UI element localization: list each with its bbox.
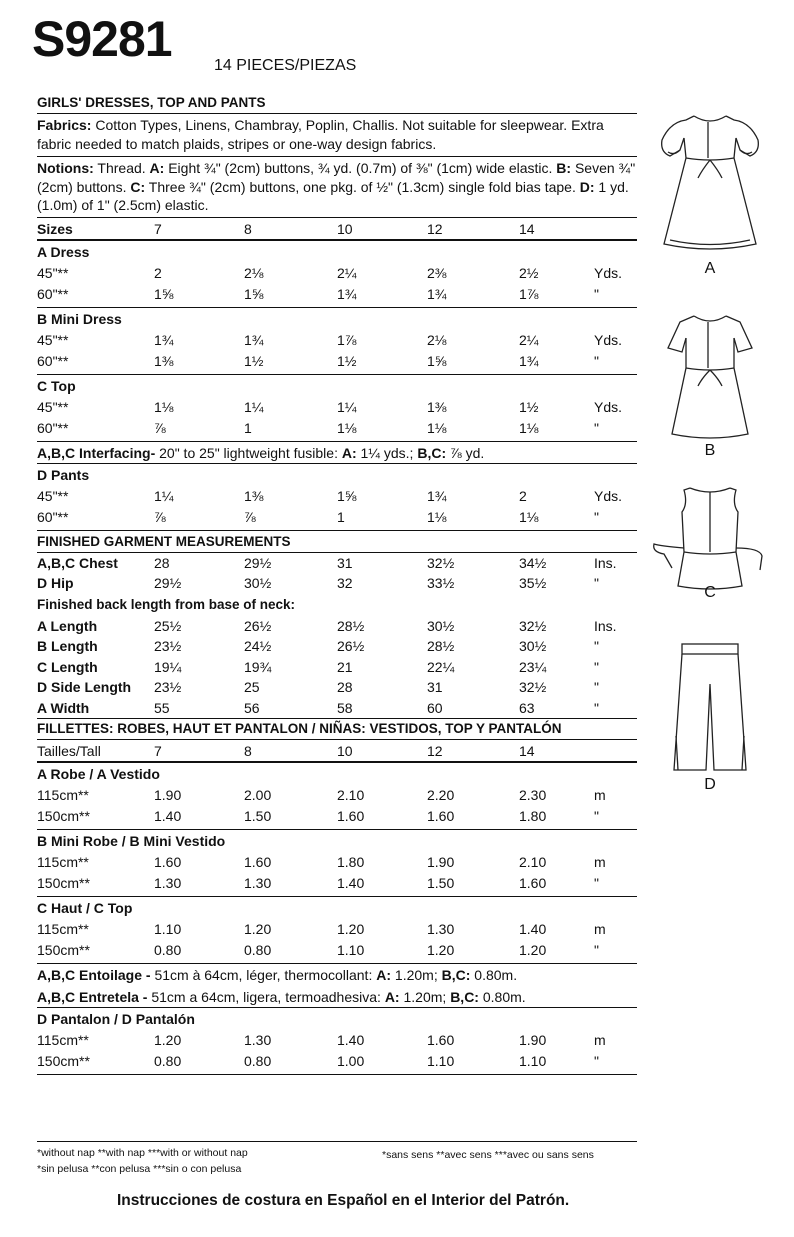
row-value: 2.10 <box>337 787 365 803</box>
pattern-number: S9281 <box>32 11 172 67</box>
entoilage-label: A,B,C Entoilage - <box>37 967 155 983</box>
figure-label-d: D <box>704 776 716 793</box>
row-value: 0.80 <box>154 942 182 958</box>
row-value: 23½ <box>154 638 182 654</box>
entretela-a-value: 1.20m; <box>399 989 451 1005</box>
pants-group <box>37 464 637 531</box>
sizes-label: Sizes <box>37 220 73 237</box>
row-value: 32½ <box>519 679 547 695</box>
row-value: 1¼ <box>337 398 357 415</box>
row-value: 2⅜ <box>427 264 447 281</box>
row-value: 1.30 <box>427 921 455 937</box>
row-value: 29½ <box>154 575 182 591</box>
row-value: ⅞ <box>244 508 256 525</box>
row-value: ⅞ <box>154 419 166 436</box>
group-heading: A Robe / A Vestido <box>37 766 160 782</box>
row-value: 1¼ <box>154 487 174 504</box>
row-value: 2 <box>154 264 162 281</box>
intl-sizes-row <box>37 740 637 763</box>
notions-b-label: B: <box>556 160 572 176</box>
row-unit: " <box>594 942 599 958</box>
row-value: 1.90 <box>154 787 182 803</box>
row-value: 32½ <box>519 617 547 634</box>
table-row <box>37 873 637 894</box>
row-value: 1¾ <box>337 285 357 302</box>
finished-rows-2 <box>37 616 637 719</box>
row-unit: Ins. <box>594 617 617 634</box>
garment-title: GIRLS' DRESSES, TOP AND PANTS <box>37 94 637 114</box>
fabrics-text: Cotton Types, Linens, Chambray, Poplin, Challis. Not suitable for sleepwear. Extra fabric needed to match plaids, stripes or one-way design fabrics. <box>37 117 604 152</box>
row-value: 1¾ <box>154 331 174 348</box>
row-label: 150cm** <box>37 1053 90 1069</box>
row-unit: Yds. <box>594 264 623 281</box>
table-row <box>37 418 637 439</box>
row-value: 1⅛ <box>519 419 539 436</box>
row-value: 1⅛ <box>337 419 357 436</box>
row-value: 1 <box>337 508 345 525</box>
row-unit: " <box>594 875 599 891</box>
row-value: 1¾ <box>427 487 447 504</box>
row-value: 30½ <box>244 575 272 591</box>
row-unit: " <box>594 658 599 675</box>
table-row <box>37 507 637 528</box>
entoilage-a-label: A: <box>376 967 392 983</box>
row-value: 1.60 <box>244 854 272 870</box>
sizes-row <box>37 218 637 241</box>
row-value: 31 <box>427 679 443 695</box>
row-value: 31 <box>337 554 353 571</box>
row-value: 1¾ <box>427 285 447 302</box>
row-value: 1.60 <box>427 808 455 824</box>
size-value: 10 <box>337 220 353 237</box>
entretela-bc-value: 0.80m. <box>478 989 526 1005</box>
row-unit: m <box>594 787 606 803</box>
row-label: 60"** <box>37 419 69 436</box>
table-row <box>37 785 637 806</box>
size-value: 7 <box>154 743 162 759</box>
row-value: 0.80 <box>154 1053 182 1069</box>
fabrics-section <box>37 114 637 157</box>
table-row <box>37 1051 637 1072</box>
row-label: C Length <box>37 658 98 675</box>
row-value: 1.10 <box>154 921 182 937</box>
row-value: 19¼ <box>154 658 182 675</box>
row-unit: " <box>594 679 599 695</box>
row-label: 150cm** <box>37 808 90 824</box>
table-row <box>37 397 637 418</box>
figure-label-b: B <box>704 442 716 459</box>
entretela-a-label: A: <box>384 989 400 1005</box>
row-value: 22¼ <box>427 658 455 675</box>
row-label: 150cm** <box>37 875 90 891</box>
notions-c-text: Three ¾" (2cm) buttons, one pkg. of ½" (1.3cm) single fold bias tape. <box>145 178 580 195</box>
row-value: 26½ <box>337 638 365 654</box>
row-value: 1⅝ <box>154 285 174 302</box>
entretela-text: 51cm a 64cm, ligera, termoadhesiva: <box>151 989 385 1005</box>
row-label: 45"** <box>37 264 69 281</box>
row-label: 60"** <box>37 508 69 525</box>
row-value: 1⅛ <box>154 398 174 415</box>
row-value: 21 <box>337 658 353 675</box>
row-value: 1.80 <box>337 854 365 870</box>
row-value: 1½ <box>244 352 264 369</box>
row-value: 1.80 <box>519 808 547 824</box>
table-row <box>37 677 637 698</box>
row-value: 33½ <box>427 575 455 591</box>
footnote-es: *sin pelusa **con pelusa ***sin o con pelusa <box>37 1163 242 1175</box>
row-label: 45"** <box>37 331 69 348</box>
finished-measurements-title: FINISHED GARMENT MEASUREMENTS <box>37 533 637 553</box>
row-value: 1.20 <box>337 921 365 937</box>
row-value: 1.40 <box>154 808 182 824</box>
entoilage-a-value: 1.20m; <box>391 967 442 983</box>
row-value: 1⅜ <box>244 487 264 504</box>
top-c-illustration <box>650 482 770 597</box>
row-value: 1.40 <box>337 875 365 891</box>
row-value: 28 <box>154 554 170 571</box>
notions-d-text: 1 yd. (1.0m) of 1" (2.5cm) elastic. <box>37 178 629 213</box>
row-value: 1.50 <box>244 808 272 824</box>
notions-c-label: C: <box>130 178 146 195</box>
notions-a-label: A: <box>149 160 165 176</box>
row-value: 1.00 <box>337 1053 365 1069</box>
row-value: 24½ <box>244 638 272 654</box>
row-value: 1¼ <box>244 398 264 415</box>
row-label: A Length <box>37 617 98 634</box>
pattern-info <box>37 94 637 1075</box>
row-value: 55 <box>154 699 170 716</box>
row-label: 60"** <box>37 285 69 302</box>
footnote-en: *without nap **with nap ***with or without nap <box>37 1147 248 1159</box>
row-value: 2.20 <box>427 787 455 803</box>
footnotes <box>37 1141 637 1175</box>
group-heading: A Dress <box>37 243 90 260</box>
finished-rows-1 <box>37 553 637 594</box>
entoilage-bc-label: B,C: <box>441 967 471 983</box>
row-label: D Side Length <box>37 679 132 695</box>
row-value: 1.20 <box>244 921 272 937</box>
table-row <box>37 657 637 678</box>
size-value: 12 <box>427 220 443 237</box>
intl-sizes-label: Tailles/Tall <box>37 743 101 759</box>
notions-d-label: D: <box>579 178 595 195</box>
interfacing-a-value: 1¼ yds.; <box>356 444 418 461</box>
row-value: 60 <box>427 699 443 716</box>
row-value: 32 <box>337 575 353 591</box>
row-unit: Ins. <box>594 554 617 571</box>
spanish-instructions-note: Instrucciones de costura en Español en el Interior del Patrón. <box>117 1192 570 1209</box>
notions-b-text: Seven ¾" (2cm) buttons. <box>37 160 636 195</box>
row-value: 1.30 <box>244 1032 272 1048</box>
row-unit: Yds. <box>594 331 623 348</box>
table-row <box>37 330 637 351</box>
row-unit: m <box>594 854 606 870</box>
footnote-fr: *sans sens **avec sens ***avec ou sans sens <box>382 1149 594 1161</box>
row-value: 1.20 <box>154 1032 182 1048</box>
row-value: 25½ <box>154 617 182 634</box>
table-row <box>37 919 637 940</box>
row-value: 58 <box>337 699 353 716</box>
row-value: 1.40 <box>337 1032 365 1048</box>
table-row <box>37 806 637 827</box>
entoilage-line <box>37 964 637 986</box>
international-title: FILLETTES: ROBES, HAUT ET PANTALON / NIÑAS: VESTIDOS, TOP Y PANTALÓN <box>37 718 637 740</box>
notions-label: Notions: <box>37 160 94 176</box>
pantalon-group <box>37 1008 637 1075</box>
table-row <box>37 486 637 507</box>
row-value: 28 <box>337 679 353 695</box>
group-divider <box>37 528 637 531</box>
table-row <box>37 351 637 372</box>
row-unit: " <box>594 352 599 369</box>
group-heading: C Top <box>37 377 76 394</box>
row-value: 1.10 <box>519 1053 547 1069</box>
row-unit: Yds. <box>594 398 623 415</box>
row-value: 28½ <box>337 617 365 634</box>
pieces-count: 14 PIECES/PIEZAS <box>214 57 357 74</box>
row-label: 60"** <box>37 352 69 369</box>
row-label: 45"** <box>37 398 69 415</box>
figure-label-c: C <box>704 584 716 601</box>
row-value: 1.20 <box>519 942 547 958</box>
row-unit: " <box>594 638 599 654</box>
size-value: 8 <box>244 220 252 237</box>
row-value: 1¾ <box>519 352 539 369</box>
row-label: 115cm** <box>37 921 89 937</box>
dress-b-illustration <box>650 308 770 443</box>
back-length-title: Finished back length from base of neck: <box>37 596 296 612</box>
row-value: 28½ <box>427 638 455 654</box>
row-unit: " <box>594 1053 599 1069</box>
notions-a-text: Eight ¾" (2cm) buttons, ¾ yd. (0.7m) of ⅜" (1cm) wide elastic. <box>164 160 557 176</box>
row-unit: " <box>594 419 599 436</box>
row-value: 1⅜ <box>154 352 174 369</box>
row-value: 1½ <box>519 398 539 415</box>
entoilage-text: 51cm à 64cm, léger, thermocollant: <box>154 967 377 983</box>
interfacing-a-label: A: <box>341 444 357 461</box>
row-value: 1.60 <box>427 1032 455 1048</box>
row-label: 115cm** <box>37 1032 89 1048</box>
row-label: A Width <box>37 699 90 716</box>
table-row <box>37 636 637 657</box>
pants-d-illustration <box>650 636 770 776</box>
entretela-label: A,B,C Entretela - <box>37 989 152 1005</box>
row-value: 1.90 <box>427 854 455 870</box>
row-unit: " <box>594 808 599 824</box>
row-unit: m <box>594 1032 606 1048</box>
row-value: 2.10 <box>519 854 547 870</box>
interfacing-text: 20" to 25" lightweight fusible: <box>155 444 342 461</box>
row-value: 19¾ <box>244 658 272 675</box>
table-row <box>37 1030 637 1051</box>
row-value: 30½ <box>427 617 455 634</box>
row-value: 1.30 <box>154 875 182 891</box>
row-value: 2.30 <box>519 787 547 803</box>
row-value: 1⅛ <box>427 419 447 436</box>
row-value: 2½ <box>519 264 539 281</box>
row-value: 0.80 <box>244 942 272 958</box>
interfacing-bc-value: ⅞ yd. <box>446 444 485 461</box>
row-unit: Yds. <box>594 487 623 504</box>
row-value: 1⅞ <box>519 285 539 302</box>
dress-a-illustration <box>650 108 770 258</box>
row-label: 115cm** <box>37 787 89 803</box>
row-value: 30½ <box>519 638 547 654</box>
row-unit: " <box>594 699 599 716</box>
row-value: 1⅛ <box>519 508 539 525</box>
row-value: 1⅞ <box>337 331 357 348</box>
interfacing-label: A,B,C Interfacing- <box>37 444 156 461</box>
row-unit: " <box>594 285 599 302</box>
row-value: 1.40 <box>519 921 547 937</box>
table-row <box>37 553 637 574</box>
size-value: 12 <box>427 743 443 759</box>
row-value: 1.60 <box>519 875 547 891</box>
entretela-bc-label: B,C: <box>450 989 479 1005</box>
row-value: 1⅜ <box>427 398 447 415</box>
row-value: 35½ <box>519 575 547 591</box>
row-value: 1.90 <box>519 1032 547 1048</box>
row-value: 26½ <box>244 617 272 634</box>
row-label: 45"** <box>37 487 69 504</box>
row-value: 1.30 <box>244 875 272 891</box>
size-value: 10 <box>337 743 353 759</box>
yardage-groups <box>37 241 637 442</box>
group-heading: C Haut / C Top <box>37 900 133 916</box>
row-value: 29½ <box>244 554 272 571</box>
entretela-line <box>37 986 637 1008</box>
row-value: 2¼ <box>337 264 357 281</box>
size-value: 7 <box>154 220 162 237</box>
row-label: A,B,C Chest <box>37 554 118 571</box>
row-label: 115cm** <box>37 854 89 870</box>
table-row <box>37 698 637 719</box>
table-row <box>37 940 637 961</box>
row-value: 1¾ <box>244 331 264 348</box>
row-value: 1 <box>244 419 252 436</box>
row-value: 1.10 <box>427 1053 455 1069</box>
interfacing-bc-label: B,C: <box>417 444 447 461</box>
group-divider <box>37 1072 637 1075</box>
row-value: 0.80 <box>244 1053 272 1069</box>
row-label: D Hip <box>37 575 74 591</box>
group-heading: D Pantalon / D Pantalón <box>37 1011 195 1027</box>
row-value: 63 <box>519 699 535 716</box>
size-value: 14 <box>519 743 535 759</box>
row-value: 1.50 <box>427 875 455 891</box>
row-value: 1½ <box>337 352 357 369</box>
row-value: 2⅛ <box>427 331 447 348</box>
row-label: B Length <box>37 638 98 654</box>
group-heading: D Pants <box>37 466 90 483</box>
row-value: 23½ <box>154 679 182 695</box>
row-unit: " <box>594 508 599 525</box>
size-value: 8 <box>244 743 252 759</box>
row-value: 34½ <box>519 554 547 571</box>
row-value: 2.00 <box>244 787 272 803</box>
metric-groups <box>37 763 637 964</box>
row-value: 56 <box>244 699 260 716</box>
fabrics-label: Fabrics: <box>37 117 92 133</box>
row-value: 23¼ <box>519 658 547 675</box>
row-value: 2⅛ <box>244 264 264 281</box>
interfacing-line <box>37 442 637 464</box>
row-unit: " <box>594 575 599 591</box>
row-value: 1.10 <box>337 942 365 958</box>
row-unit: m <box>594 921 606 937</box>
table-row <box>37 263 637 284</box>
row-value: ⅞ <box>154 508 166 525</box>
row-label: 150cm** <box>37 942 90 958</box>
row-value: 1⅝ <box>337 487 357 504</box>
table-row <box>37 616 637 637</box>
row-value: 2¼ <box>519 331 539 348</box>
group-heading: B Mini Dress <box>37 310 122 327</box>
row-value: 2 <box>519 487 527 504</box>
entoilage-bc-value: 0.80m. <box>470 967 518 983</box>
row-value: 1.60 <box>154 854 182 870</box>
table-row <box>37 573 637 594</box>
notions-text: Thread. <box>93 160 150 176</box>
row-value: 1⅛ <box>427 508 447 525</box>
row-value: 1⅝ <box>244 285 264 302</box>
row-value: 1.20 <box>427 942 455 958</box>
group-heading: B Mini Robe / B Mini Vestido <box>37 833 226 849</box>
size-value: 14 <box>519 220 535 237</box>
notions-section <box>37 157 637 218</box>
table-row <box>37 852 637 873</box>
table-row <box>37 284 637 305</box>
row-value: 25 <box>244 679 260 695</box>
row-value: 1.60 <box>337 808 365 824</box>
row-value: 32½ <box>427 554 455 571</box>
figure-label-a: A <box>704 260 716 277</box>
row-value: 1⅝ <box>427 352 447 369</box>
